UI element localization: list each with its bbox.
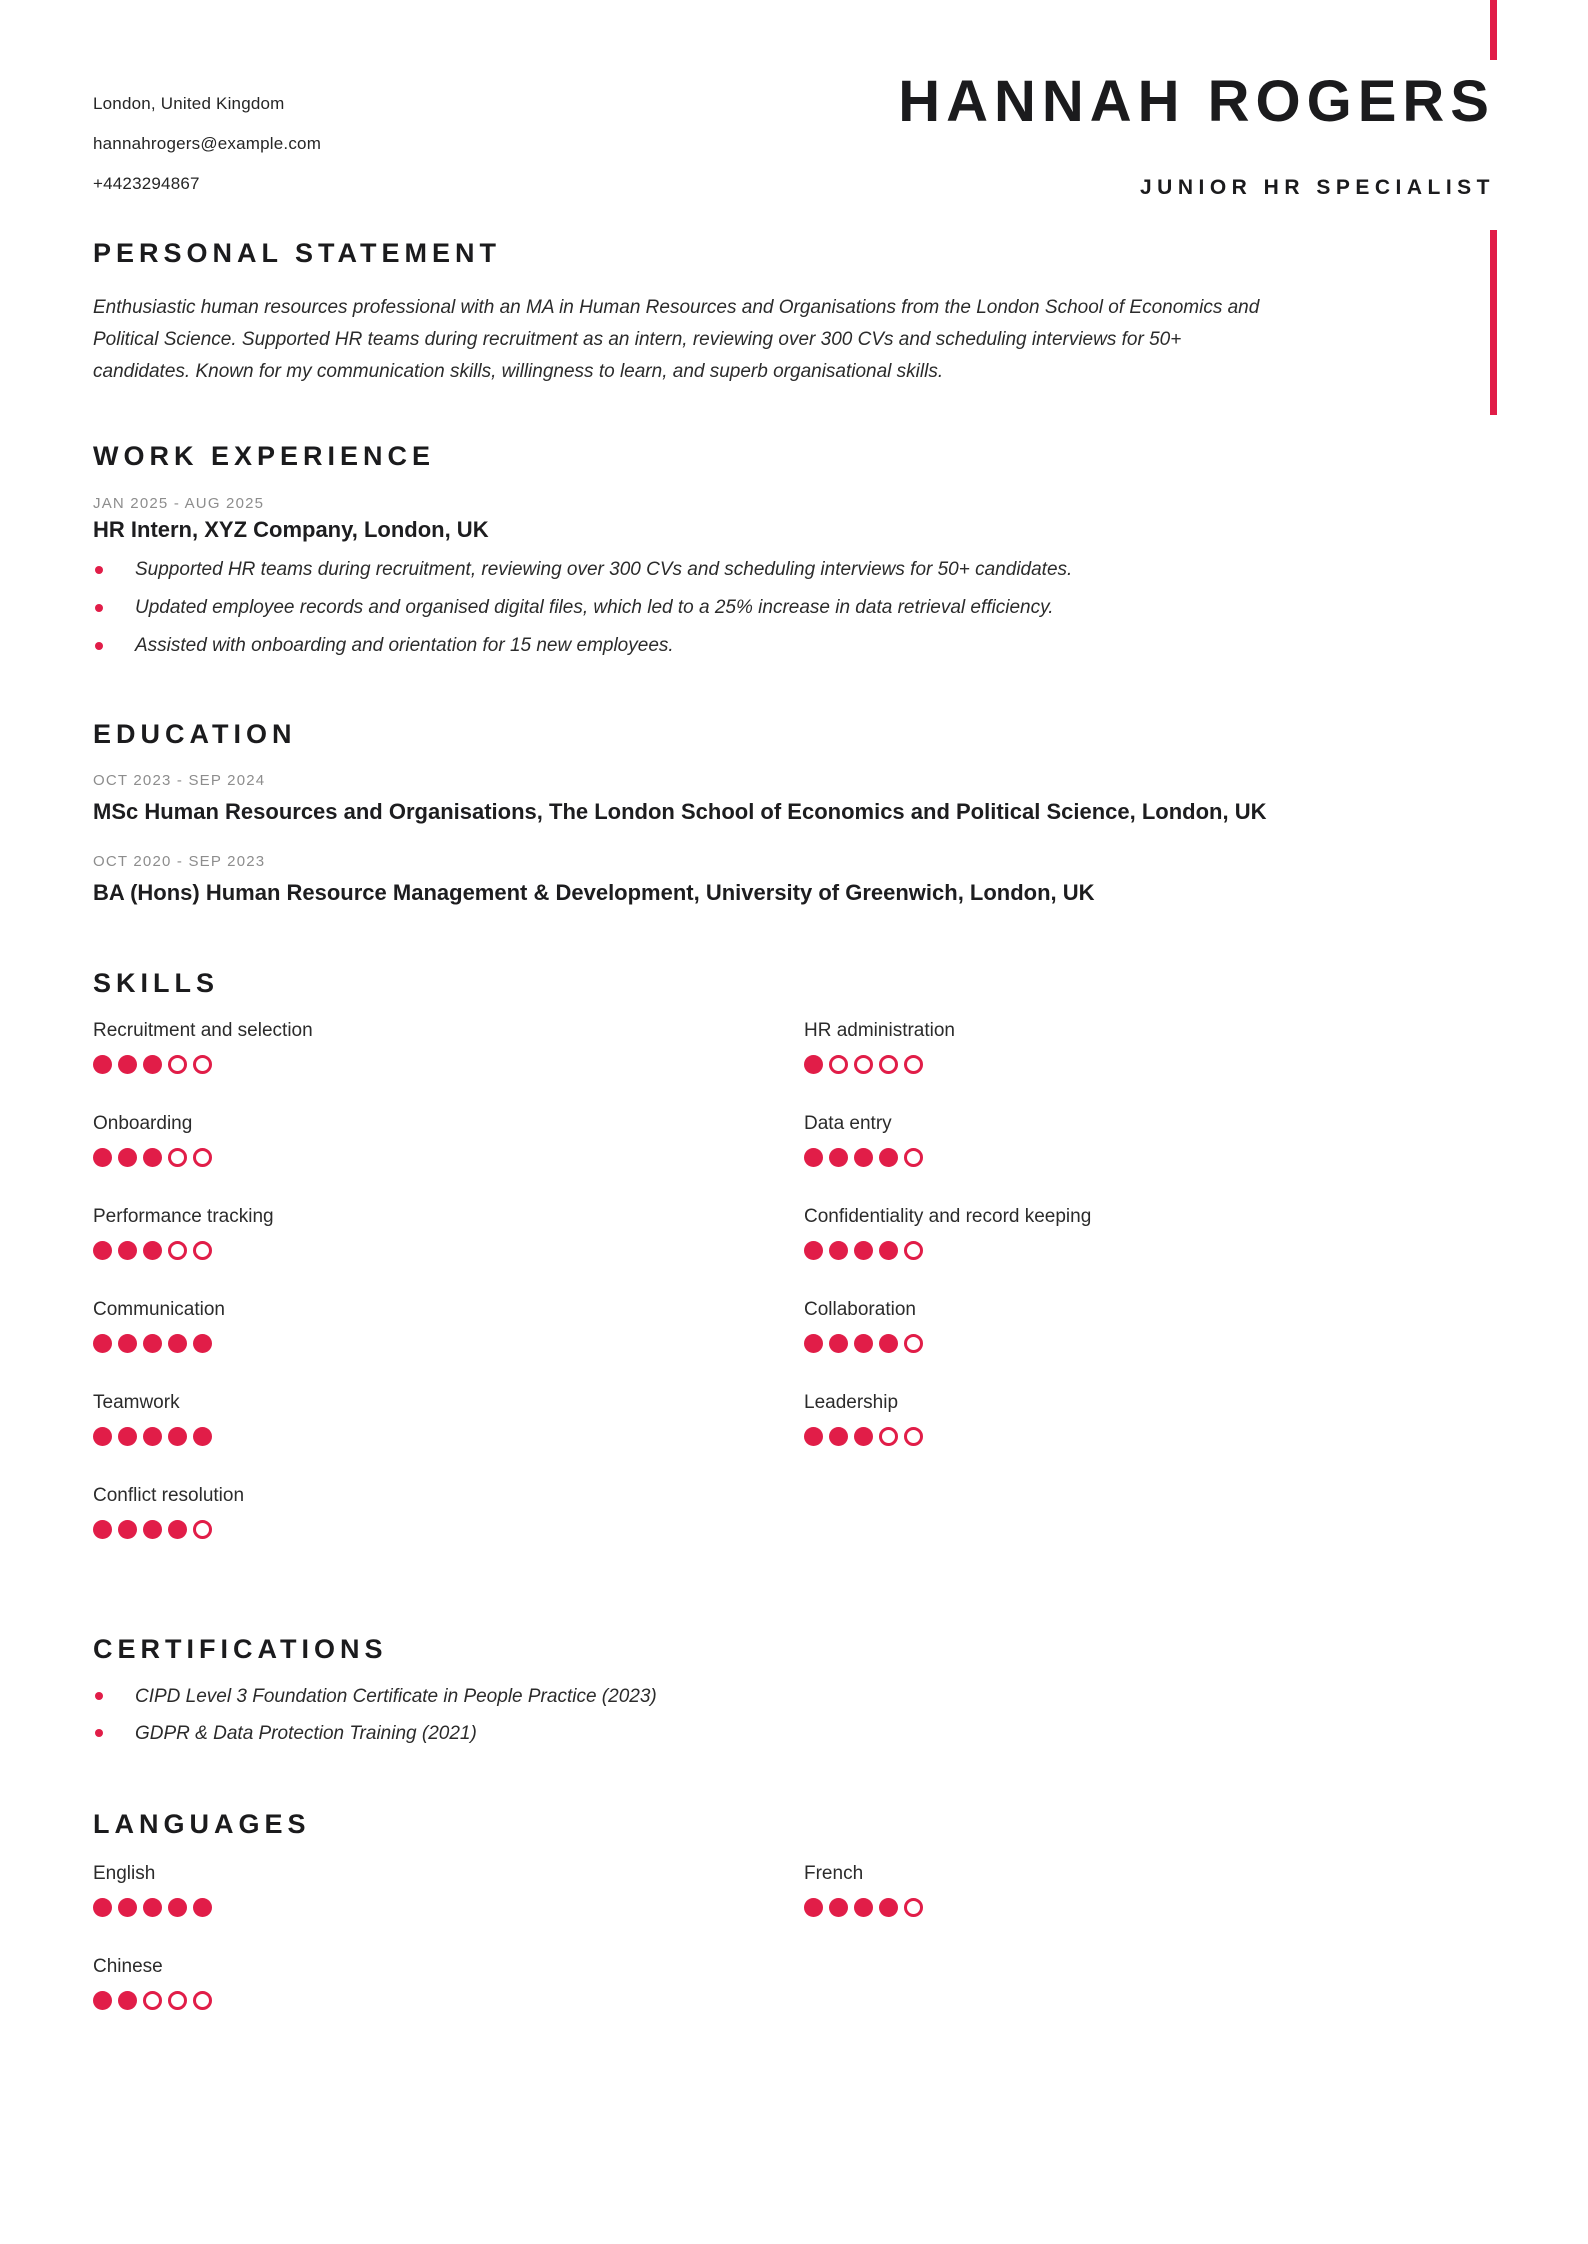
language-level-dots bbox=[93, 1991, 804, 2010]
skill-name: HR administration bbox=[804, 1020, 955, 1041]
level-dot-filled-icon bbox=[854, 1334, 873, 1353]
level-dot-filled-icon bbox=[829, 1334, 848, 1353]
level-dot-filled-icon bbox=[804, 1241, 823, 1260]
skill-level-dots bbox=[804, 1055, 1495, 1074]
level-dot-filled-icon bbox=[118, 1334, 137, 1353]
header bbox=[93, 0, 1495, 204]
section-heading-personal-statement: PERSONAL STATEMENT bbox=[93, 238, 502, 268]
language-name: French bbox=[804, 1863, 864, 1884]
section-heading-education: EDUCATION bbox=[93, 719, 297, 749]
level-dot-empty-icon bbox=[904, 1898, 923, 1917]
skill-name: Communication bbox=[93, 1299, 225, 1320]
level-dot-filled-icon bbox=[118, 1520, 137, 1539]
level-dot-empty-icon bbox=[193, 1055, 212, 1074]
level-dot-filled-icon bbox=[804, 1427, 823, 1446]
level-dot-empty-icon bbox=[904, 1148, 923, 1167]
skill-item bbox=[804, 1112, 1495, 1167]
identity-block bbox=[321, 0, 1495, 200]
skills-grid bbox=[93, 1019, 1495, 1577]
bullet-icon bbox=[95, 1692, 103, 1700]
level-dot-filled-icon bbox=[93, 1991, 112, 2010]
level-dot-filled-icon bbox=[829, 1427, 848, 1446]
level-dot-filled-icon bbox=[879, 1334, 898, 1353]
level-dot-empty-icon bbox=[193, 1148, 212, 1167]
contact-block bbox=[93, 84, 321, 204]
level-dot-empty-icon bbox=[143, 1991, 162, 2010]
job-bullet-list bbox=[93, 551, 1495, 665]
skill-level-dots bbox=[804, 1148, 1495, 1167]
level-dot-empty-icon bbox=[193, 1991, 212, 2010]
skill-name: Collaboration bbox=[804, 1299, 916, 1320]
level-dot-filled-icon bbox=[118, 1241, 137, 1260]
level-dot-filled-icon bbox=[168, 1334, 187, 1353]
education-degree: BA (Hons) Human Resource Management & Development, University of Greenwich, London, UK bbox=[93, 880, 1095, 905]
skill-name: Leadership bbox=[804, 1392, 899, 1413]
skill-level-dots bbox=[93, 1241, 804, 1260]
level-dot-empty-icon bbox=[168, 1055, 187, 1074]
skill-item bbox=[804, 1205, 1495, 1260]
skill-name: Confidentiality and record keeping bbox=[804, 1206, 1092, 1227]
level-dot-filled-icon bbox=[118, 1148, 137, 1167]
level-dot-filled-icon bbox=[143, 1520, 162, 1539]
job-bullet bbox=[93, 551, 1495, 589]
contact-location: London, United Kingdom bbox=[93, 94, 285, 113]
bullet-icon bbox=[95, 604, 103, 612]
bullet-icon bbox=[95, 642, 103, 650]
section-heading-skills: SKILLS bbox=[93, 968, 220, 998]
skill-item bbox=[804, 1019, 1495, 1074]
level-dot-filled-icon bbox=[93, 1241, 112, 1260]
skill-level-dots bbox=[93, 1334, 804, 1353]
skill-item bbox=[93, 1205, 804, 1260]
language-item bbox=[93, 1862, 804, 1917]
skill-level-dots bbox=[93, 1520, 804, 1539]
level-dot-filled-icon bbox=[93, 1148, 112, 1167]
certification-item bbox=[93, 1678, 1495, 1715]
skill-item bbox=[93, 1019, 804, 1074]
candidate-name: HANNAH ROGERS bbox=[898, 69, 1495, 134]
level-dot-empty-icon bbox=[904, 1427, 923, 1446]
skill-level-dots bbox=[804, 1334, 1495, 1353]
level-dot-filled-icon bbox=[118, 1427, 137, 1446]
skill-name: Teamwork bbox=[93, 1392, 180, 1413]
level-dot-filled-icon bbox=[93, 1055, 112, 1074]
skill-name: Performance tracking bbox=[93, 1206, 274, 1227]
language-item bbox=[804, 1862, 1495, 1917]
skill-level-dots bbox=[804, 1427, 1495, 1446]
languages-grid bbox=[93, 1862, 1495, 2048]
skill-name: Onboarding bbox=[93, 1113, 193, 1134]
level-dot-filled-icon bbox=[118, 1991, 137, 2010]
level-dot-empty-icon bbox=[904, 1241, 923, 1260]
level-dot-empty-icon bbox=[904, 1334, 923, 1353]
skill-level-dots bbox=[93, 1148, 804, 1167]
certification-item bbox=[93, 1715, 1495, 1752]
certification-text: GDPR & Data Protection Training (2021) bbox=[135, 1723, 477, 1744]
bullet-icon bbox=[95, 1729, 103, 1737]
level-dot-empty-icon bbox=[904, 1055, 923, 1074]
job-bullet-text: Assisted with onboarding and orientation for 15 new employees. bbox=[135, 635, 674, 656]
level-dot-filled-icon bbox=[93, 1520, 112, 1539]
language-level-dots bbox=[804, 1898, 1495, 1917]
level-dot-filled-icon bbox=[879, 1148, 898, 1167]
skill-item bbox=[93, 1391, 804, 1446]
language-item bbox=[93, 1955, 804, 2010]
level-dot-filled-icon bbox=[168, 1427, 187, 1446]
section-heading-languages: LANGUAGES bbox=[93, 1809, 311, 1839]
level-dot-empty-icon bbox=[168, 1991, 187, 2010]
job-bullet-text: Updated employee records and organised digital files, which led to a 25% increase in data retrieval efficiency. bbox=[135, 597, 1054, 618]
level-dot-filled-icon bbox=[118, 1898, 137, 1917]
level-dot-filled-icon bbox=[829, 1898, 848, 1917]
contact-email: hannahrogers@example.com bbox=[93, 134, 322, 153]
level-dot-filled-icon bbox=[829, 1148, 848, 1167]
personal-statement-text: Enthusiastic human resources professional with an MA in Human Resources and Organisations from the London School of Economics and Political Science. Supported HR teams during recruitment as an intern, reviewing over 300 CVs and scheduling interviews for 50+ candidates. Known for my communication skills, willingness to learn, and superb organisational skills. bbox=[93, 297, 1260, 382]
level-dot-filled-icon bbox=[193, 1334, 212, 1353]
education-dates: OCT 2020 - SEP 2023 bbox=[93, 853, 266, 870]
level-dot-filled-icon bbox=[143, 1148, 162, 1167]
level-dot-filled-icon bbox=[854, 1148, 873, 1167]
level-dot-filled-icon bbox=[118, 1055, 137, 1074]
certification-text: CIPD Level 3 Foundation Certificate in People Practice (2023) bbox=[135, 1686, 657, 1707]
accent-bar-top bbox=[1490, 0, 1497, 60]
level-dot-filled-icon bbox=[168, 1898, 187, 1917]
skill-name: Conflict resolution bbox=[93, 1485, 245, 1506]
language-level-dots bbox=[93, 1898, 804, 1917]
job-bullet bbox=[93, 589, 1495, 627]
level-dot-empty-icon bbox=[168, 1148, 187, 1167]
level-dot-filled-icon bbox=[193, 1427, 212, 1446]
level-dot-filled-icon bbox=[804, 1898, 823, 1917]
level-dot-filled-icon bbox=[93, 1427, 112, 1446]
contact-phone: +4423294867 bbox=[93, 174, 200, 193]
level-dot-filled-icon bbox=[804, 1334, 823, 1353]
skill-level-dots bbox=[93, 1427, 804, 1446]
bullet-icon bbox=[95, 566, 103, 574]
level-dot-empty-icon bbox=[193, 1520, 212, 1539]
education-degree: MSc Human Resources and Organisations, The London School of Economics and Political Science, London, UK bbox=[93, 799, 1267, 824]
level-dot-empty-icon bbox=[168, 1241, 187, 1260]
level-dot-filled-icon bbox=[804, 1055, 823, 1074]
education-dates: OCT 2023 - SEP 2024 bbox=[93, 772, 266, 789]
skill-item bbox=[93, 1298, 804, 1353]
level-dot-empty-icon bbox=[879, 1427, 898, 1446]
job-bullet bbox=[93, 627, 1495, 665]
level-dot-filled-icon bbox=[93, 1898, 112, 1917]
level-dot-filled-icon bbox=[879, 1241, 898, 1260]
job-dates: JAN 2025 - AUG 2025 bbox=[93, 495, 265, 512]
skill-item bbox=[804, 1298, 1495, 1353]
certification-list bbox=[93, 1678, 1495, 1752]
language-name: English bbox=[93, 1863, 156, 1884]
level-dot-filled-icon bbox=[143, 1334, 162, 1353]
level-dot-filled-icon bbox=[143, 1898, 162, 1917]
level-dot-empty-icon bbox=[879, 1055, 898, 1074]
skill-item bbox=[93, 1484, 804, 1539]
level-dot-filled-icon bbox=[143, 1427, 162, 1446]
level-dot-filled-icon bbox=[93, 1334, 112, 1353]
skill-item bbox=[93, 1112, 804, 1167]
candidate-job-title: JUNIOR HR SPECIALIST bbox=[1139, 175, 1495, 199]
level-dot-filled-icon bbox=[193, 1898, 212, 1917]
language-name: Chinese bbox=[93, 1956, 163, 1977]
level-dot-empty-icon bbox=[193, 1241, 212, 1260]
skill-level-dots bbox=[804, 1241, 1495, 1260]
skill-item bbox=[804, 1391, 1495, 1446]
level-dot-filled-icon bbox=[829, 1241, 848, 1260]
level-dot-empty-icon bbox=[854, 1055, 873, 1074]
level-dot-filled-icon bbox=[854, 1427, 873, 1446]
accent-bar-side bbox=[1490, 230, 1497, 415]
level-dot-filled-icon bbox=[168, 1520, 187, 1539]
level-dot-filled-icon bbox=[854, 1241, 873, 1260]
job-title-line: HR Intern, XYZ Company, London, UK bbox=[93, 517, 489, 542]
section-heading-certifications: CERTIFICATIONS bbox=[93, 1634, 388, 1664]
job-bullet-text: Supported HR teams during recruitment, reviewing over 300 CVs and scheduling interviews for 50+ candidates. bbox=[135, 559, 1073, 580]
level-dot-empty-icon bbox=[829, 1055, 848, 1074]
level-dot-filled-icon bbox=[143, 1241, 162, 1260]
section-heading-work-experience: WORK EXPERIENCE bbox=[93, 441, 436, 471]
skill-name: Data entry bbox=[804, 1113, 892, 1134]
level-dot-filled-icon bbox=[879, 1898, 898, 1917]
skill-level-dots bbox=[93, 1055, 804, 1074]
level-dot-filled-icon bbox=[804, 1148, 823, 1167]
level-dot-filled-icon bbox=[143, 1055, 162, 1074]
level-dot-filled-icon bbox=[854, 1898, 873, 1917]
skill-name: Recruitment and selection bbox=[93, 1020, 313, 1041]
